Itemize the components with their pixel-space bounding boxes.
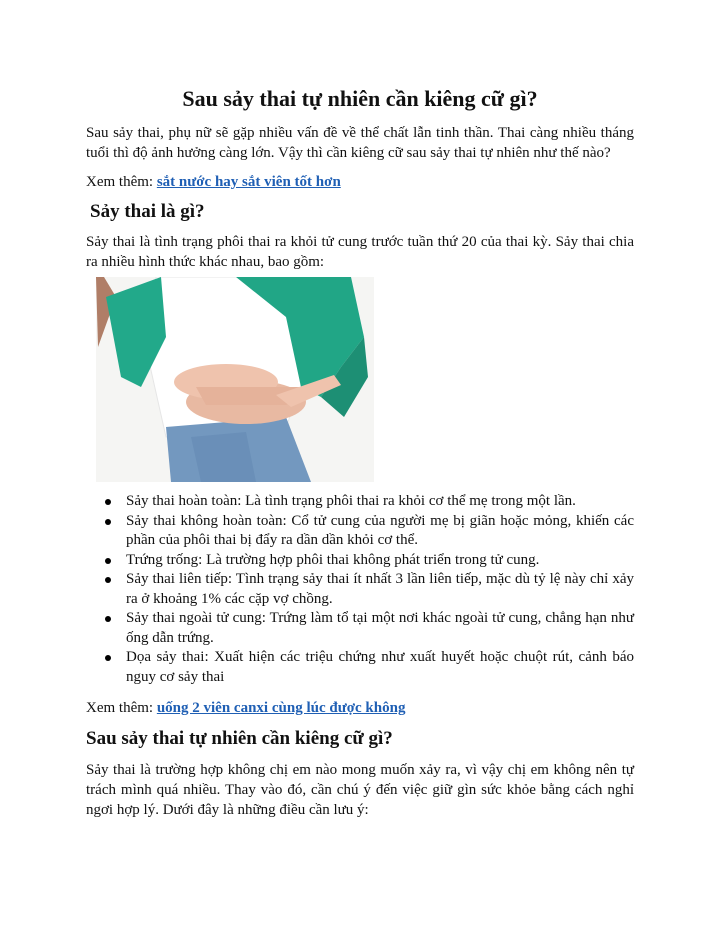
- list-item-text: Dọa sảy thai: Xuất hiện các triệu chứng như xuất huyết hoặc chuột rút, cảnh báo nguy cơ sảy thai: [126, 649, 634, 685]
- list-item: [86, 512, 634, 551]
- bullet-icon: [105, 655, 111, 661]
- section-heading-what-is: Sảy thai là gì?: [90, 201, 205, 222]
- section-1-paragraph: Sảy thai là tình trạng phôi thai ra khỏi tử cung trước tuần thứ 20 của thai kỳ. Sảy thai chia ra nhiều hình thức khác nhau, bao gồm:: [86, 234, 634, 270]
- list-item-text: Sảy thai không hoàn toàn: Cổ tử cung của người mẹ bị giãn hoặc mỏng, khiến các phần của phôi thai bị đẩy ra dần dần khỏi cơ thể.: [126, 512, 634, 548]
- list-item-text: Trứng trống: Là trường hợp phôi thai không phát triển trong tử cung.: [126, 551, 540, 568]
- list-item: [86, 609, 634, 648]
- intro-paragraph: Sau sảy thai, phụ nữ sẽ gặp nhiều vấn đề về thể chất lẫn tinh thần. Thai càng nhiều tháng tuổi thì độ ảnh hưởng càng lớn. Vậy thì cần kiêng cữ sau sảy thai tự nhiên như thế nào?: [86, 125, 634, 161]
- list-item-text: Sảy thai hoàn toàn: Là tình trạng phôi thai ra khỏi cơ thể mẹ trong một lần.: [126, 493, 576, 509]
- list-item: [86, 570, 634, 609]
- list-item-text: Sảy thai liên tiếp: Tình trạng sảy thai ít nhất 3 lần liên tiếp, mặc dù tỷ lệ này chỉ xảy ra ở khoảng 1% các cặp vợ chồng.: [126, 571, 634, 607]
- bullet-icon: [105, 616, 111, 622]
- page-title: Sau sảy thai tự nhiên cần kiêng cữ gì?: [182, 86, 538, 111]
- section-2-paragraph: Sảy thai là trường hợp không chị em nào mong muốn xảy ra, vì vậy chị em không nên tự trách mình quá nhiều. Thay vào đó, cần chú ý đến việc giữ gìn sức khỏe bằng cách nghỉ ngơi hợp lý. Dưới đây là những điều cần lưu ý:: [86, 762, 634, 818]
- list-item: [86, 492, 634, 512]
- section-heading-aftercare: Sau sảy thai tự nhiên cần kiêng cữ gì?: [86, 728, 393, 749]
- see-also-line-1: [86, 172, 341, 192]
- see-also-line-2: [86, 698, 405, 718]
- list-item: [86, 551, 634, 571]
- see-also-link-1[interactable]: sắt nước hay sắt viên tốt hơn: [156, 174, 341, 190]
- bullet-icon: [105, 499, 111, 505]
- woman-holding-abdomen-photo: [96, 277, 374, 482]
- see-also-label: Xem thêm:: [86, 174, 157, 190]
- bullet-icon: [105, 558, 111, 564]
- bullet-icon: [105, 519, 111, 525]
- list-item-text: Sảy thai ngoài tử cung: Trứng làm tổ tại một nơi khác ngoài tử cung, chẳng hạn như ống dẫn trứng.: [126, 610, 634, 646]
- see-also-label: Xem thêm:: [86, 700, 157, 716]
- illustration-svg: [96, 277, 374, 482]
- see-also-link-2[interactable]: uống 2 viên canxi cùng lúc được không: [156, 700, 406, 716]
- miscarriage-types-list: [86, 492, 634, 687]
- bullet-icon: [105, 577, 111, 583]
- list-item: [86, 648, 634, 687]
